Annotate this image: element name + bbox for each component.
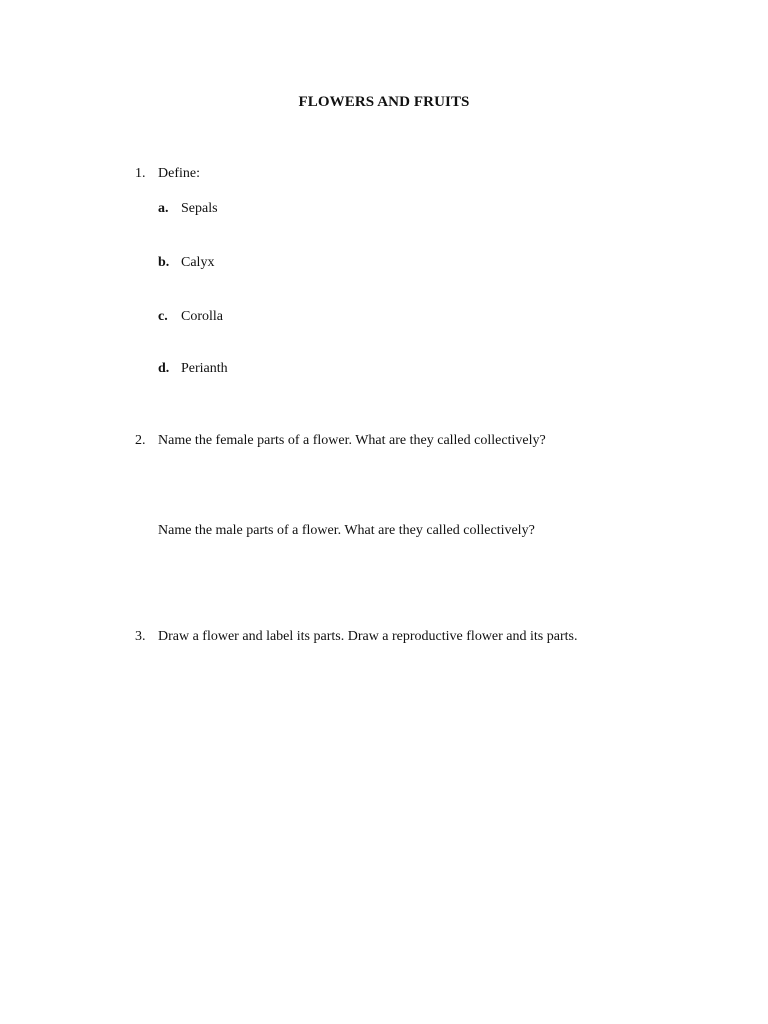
item-b-letter: b. <box>158 255 170 270</box>
question-2-followup: Name the male parts of a flower. What are they called collectively? <box>158 523 535 538</box>
question-1-number: 1. <box>135 166 146 181</box>
question-3-number: 3. <box>135 629 146 644</box>
item-a-letter: a. <box>158 201 169 216</box>
page-title: FLOWERS AND FRUITS <box>298 94 470 110</box>
item-c-term: Corolla <box>181 309 223 324</box>
item-d-term: Perianth <box>181 361 228 376</box>
question-3-text: Draw a flower and label its parts. Draw a reproductive flower and its parts. <box>158 629 578 644</box>
question-2-number: 2. <box>135 433 146 448</box>
question-2-text: Name the female parts of a flower. What are they called collectively? <box>158 433 546 448</box>
question-1-text: Define: <box>158 166 200 181</box>
item-d-letter: d. <box>158 361 170 376</box>
item-c-letter: c. <box>158 309 168 324</box>
item-b-term: Calyx <box>181 255 215 270</box>
item-a-term: Sepals <box>181 201 218 216</box>
